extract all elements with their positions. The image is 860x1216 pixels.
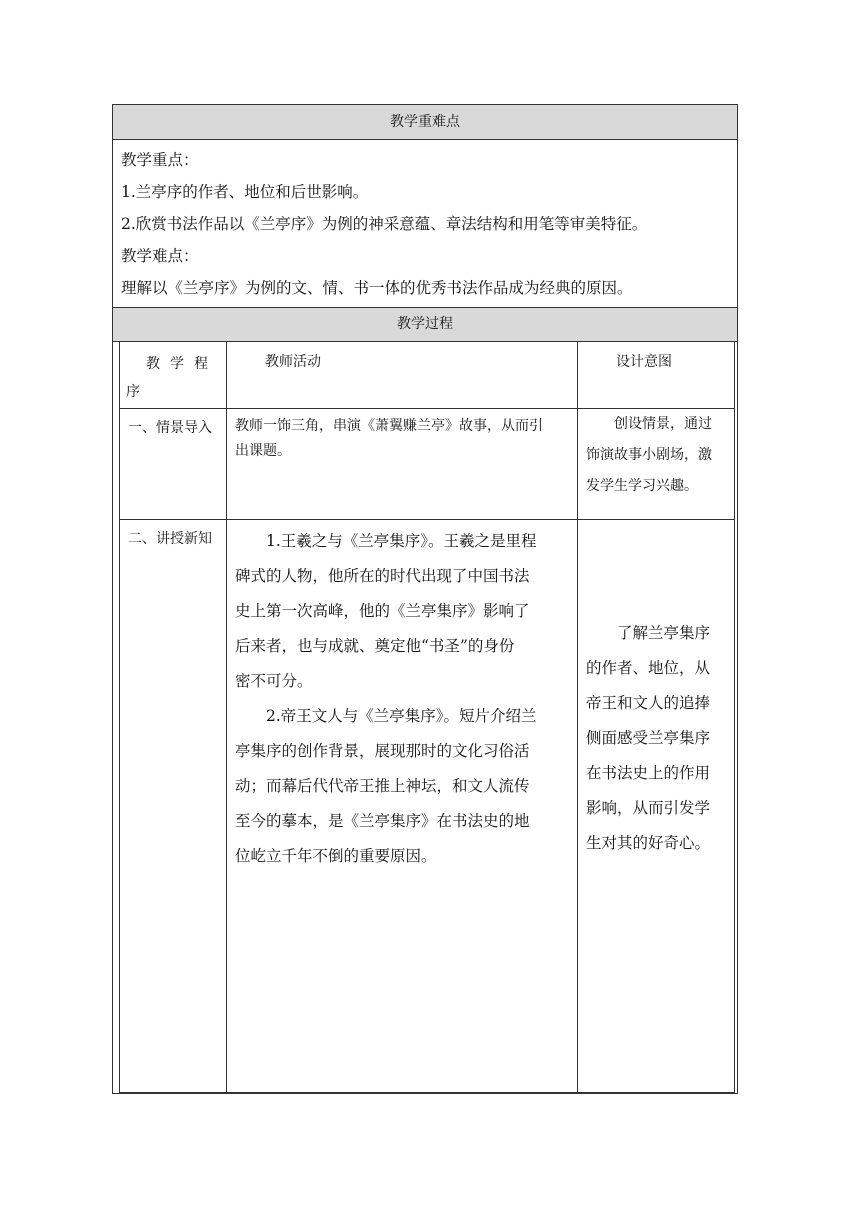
focus-table [112, 104, 738, 1094]
teacher-line: 动；而幕后代代帝王推上神坛，和文人流传 [235, 777, 530, 795]
key-point-1: 1.兰亭序的作者、地位和后世影响。 [121, 183, 369, 201]
teacher-line: 史上第一次高峰，他的《兰亭集序》影响了 [235, 602, 530, 620]
header-procedure [120, 342, 227, 408]
teacher-line: 亭集序的创作背景，展现那时的文化习俗活 [235, 742, 530, 760]
intent-line: 了解兰亭集序 [586, 624, 711, 642]
teacher-activity-cell [227, 409, 578, 519]
teacher-line: 至今的摹本，是《兰亭集序》在书法史的地 [235, 812, 530, 830]
intent-line: 饰演故事小剧场，激 [586, 447, 712, 463]
intent-line: 侧面感受兰亭集序 [586, 729, 711, 747]
header-procedure-line-2: 序 [126, 384, 140, 400]
focus-section-title: 教学重难点 [113, 105, 737, 140]
intent-line: 生对其的好奇心。 [586, 834, 711, 852]
difficult-point: 理解以《兰亭序》为例的文、情、书一体的优秀书法作品成为经典的原因。 [121, 279, 633, 297]
teacher-line: 位屹立千年不倒的重要原因。 [235, 847, 437, 865]
intent-line: 创设情景，通过 [586, 416, 712, 432]
design-intent-cell [578, 409, 734, 519]
intent-line: 的作者、地位，从 [586, 659, 711, 677]
step-label: 一、情景导入 [120, 409, 227, 519]
header-procedure-line-1: 教学程 [146, 356, 218, 372]
intent-line: 在书法史上的作用 [586, 764, 711, 782]
teacher-line: 2.帝王文人与《兰亭集序》。短片介绍兰 [235, 707, 537, 725]
difficult-points-label: 教学难点： [121, 247, 199, 265]
design-intent-cell [578, 520, 734, 1092]
key-points-label: 教学重点： [121, 151, 199, 169]
lesson-plan-table [112, 104, 738, 1094]
teacher-line: 后来者，也与成就、奠定他“书圣”的身份 [235, 637, 515, 655]
step-label: 二、讲授新知 [120, 520, 227, 1092]
header-teacher-activity: 教师活动 [227, 342, 578, 408]
teacher-activity-cell [227, 520, 578, 1092]
focus-content [113, 140, 737, 308]
table-row [120, 409, 734, 520]
intent-line: 帝王和文人的追捧 [586, 694, 711, 712]
teacher-line: 碑式的人物，他所在的时代出现了中国书法 [235, 567, 530, 585]
teacher-line: 出课题。 [235, 443, 291, 459]
table-row [120, 520, 734, 1093]
process-table [119, 342, 735, 1093]
teacher-line: 1.王羲之与《兰亭集序》。王羲之是里程 [235, 532, 537, 550]
header-design-intent: 设计意图 [616, 354, 672, 370]
intent-line: 发学生学习兴趣。 [586, 478, 698, 494]
process-header-row [120, 342, 734, 409]
process-section-title: 教学过程 [113, 308, 737, 342]
teacher-line: 密不可分。 [235, 672, 313, 690]
intent-line: 影响，从而引发学 [586, 799, 711, 817]
key-point-2: 2.欣赏书法作品以《兰亭序》为例的神采意蕴、章法结构和用笔等审美特征。 [121, 215, 648, 233]
teacher-line: 教师一饰三角，串演《萧翼赚兰亭》故事，从而引 [235, 418, 543, 434]
